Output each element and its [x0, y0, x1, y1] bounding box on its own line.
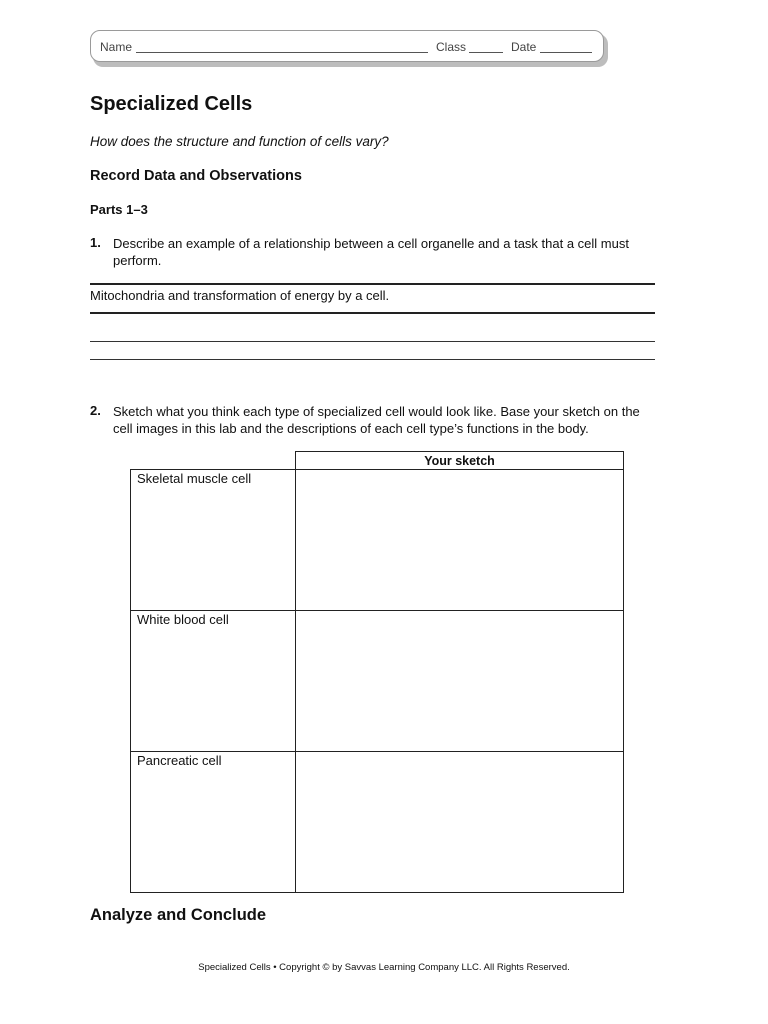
table-corner	[131, 452, 296, 470]
sketch-table	[130, 451, 624, 893]
sketch-area-white-blood-cell[interactable]	[296, 611, 624, 752]
table-row	[131, 611, 624, 752]
parts-label: Parts 1–3	[90, 202, 148, 217]
question-2-number: 2.	[90, 403, 101, 418]
sketch-area-skeletal-muscle-cell[interactable]	[296, 470, 624, 611]
row-label-skeletal-muscle-cell: Skeletal muscle cell	[131, 470, 296, 611]
answer-rule	[90, 312, 655, 314]
sketch-column-header: Your sketch	[296, 452, 624, 470]
analyze-heading: Analyze and Conclude	[90, 906, 267, 924]
name-label: Name	[100, 40, 133, 54]
answer-rule[interactable]	[90, 341, 655, 342]
section-heading: Record Data and Observations	[90, 168, 302, 184]
question-1-number: 1.	[90, 235, 101, 250]
answer-rule[interactable]	[90, 359, 655, 360]
row-label-pancreatic-cell: Pancreatic cell	[131, 752, 296, 893]
table-row	[131, 752, 624, 893]
page-title: Specialized Cells	[90, 93, 253, 115]
name-field[interactable]	[136, 52, 428, 53]
date-label: Date	[511, 40, 537, 54]
student-info-header	[90, 30, 604, 62]
copyright-footer: Specialized Cells • Copyright © by Savvas Learning Company LLC. All Rights Reserved.	[198, 962, 570, 973]
date-field[interactable]	[540, 52, 592, 53]
guiding-question: How does the structure and function of cells vary?	[90, 134, 389, 149]
answer-rule	[90, 283, 655, 285]
class-field[interactable]	[469, 52, 503, 53]
question-2-text: Sketch what you think each type of specialized cell would look like. Base your sketch on the cell images in this lab and the descriptions of each cell type’s functions in the body.	[113, 404, 640, 436]
class-label: Class	[436, 40, 467, 54]
question-1-text: Describe an example of a relationship between a cell organelle and a task that a cell must perform.	[113, 236, 629, 268]
question-1-answer[interactable]: Mitochondria and transformation of energy by a cell.	[90, 288, 390, 303]
sketch-area-pancreatic-cell[interactable]	[296, 752, 624, 893]
table-row	[131, 470, 624, 611]
row-label-white-blood-cell: White blood cell	[131, 611, 296, 752]
